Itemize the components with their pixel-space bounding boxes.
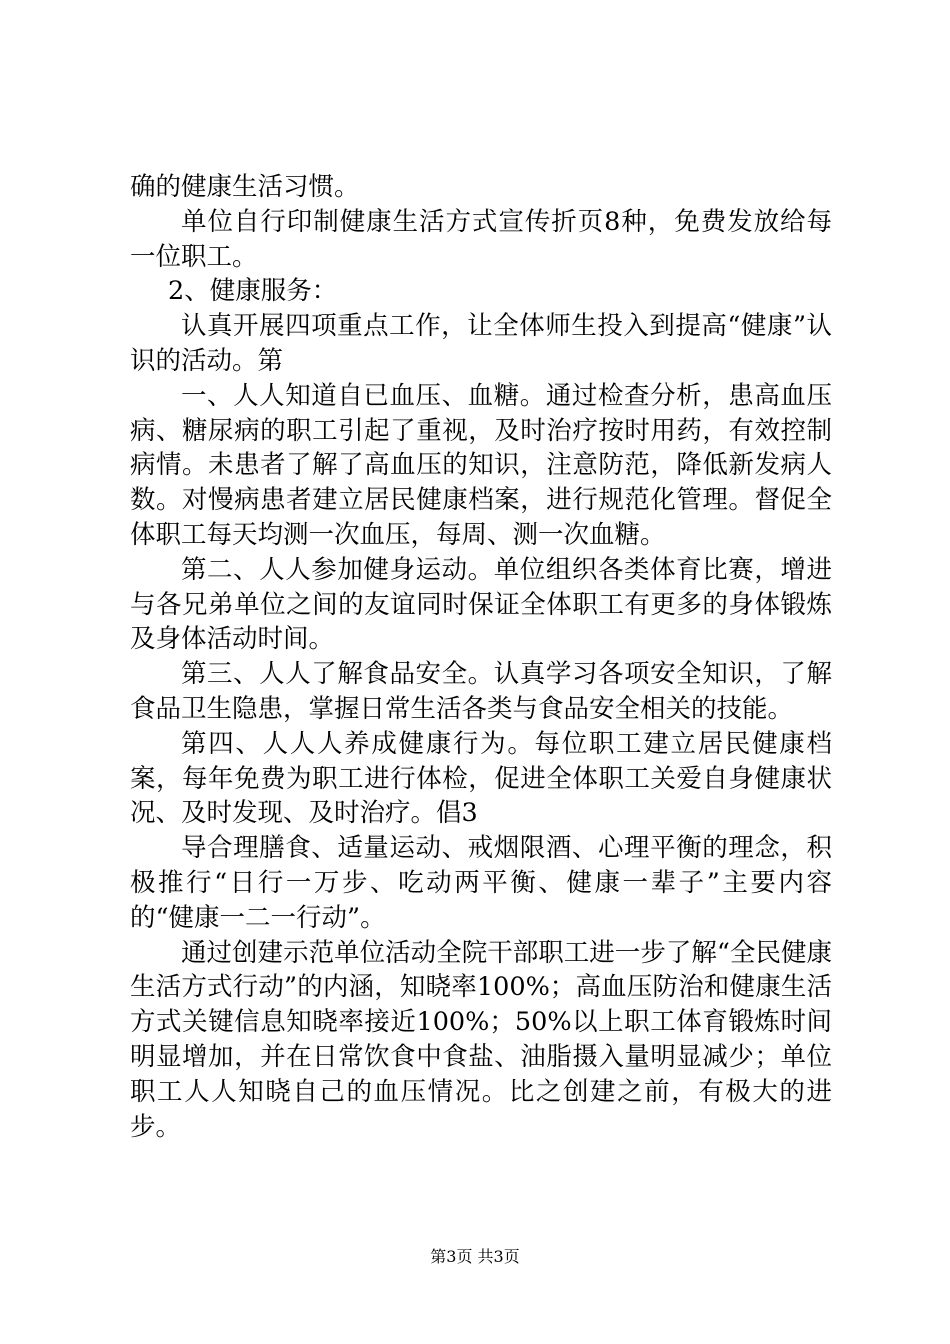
paragraph-second-fitness: 第二、人人参加健身运动。单位组织各类体育比赛，增进与各兄弟单位之间的友谊同时保证全体职工有更多的身体锻炼及身体活动时间。 (130, 554, 832, 655)
paragraph-fourth-health-behavior: 第四、人人人养成健康行为。每位职工建立居民健康档案，每年免费为职工进行体检，促进全体职工关爱自身健康状况、及时发现、及时治疗。倡3 (130, 728, 832, 829)
paragraph-first-blood-pressure: 一、人人知道自已血压、血糖。通过检查分析，患高血压病、糖尿病的职工引起了重视，及时治疗按时用药，有效控制病情。未患者了解了高血压的知识，注意防范，降低新发病人数。对慢病患者建立居民健康档案，进行规范化管理。督促全体职工每天均测一次血压，每周、测一次血糖。 (130, 380, 832, 550)
document-body (130, 170, 832, 1144)
page-footer: 第3页 共3页 (430, 1247, 520, 1266)
paragraph-brochure: 单位自行印制健康生活方式宣传折页8种，免费发放给每一位职工。 (130, 206, 832, 272)
paragraph-conclusion: 通过创建示范单位活动全院干部职工进一步了解“全民健康生活方式行动”的内涵，知晓率100%；高血压防治和健康生活方式关键信息知晓率接近100%；50%以上职工体育锻炼时间明显增加，并在日常饮食中食盐、油脂摄入量明显减少；单位职工人人知晓自己的血压情况。比之创建之前，有极大的进步。 (130, 937, 832, 1142)
paragraph-four-tasks: 认真开展四项重点工作，让全体师生投入到提高“健康”认识的活动。第 (130, 311, 832, 376)
paragraph-continuation: 确的健康生活习惯。 (130, 172, 360, 202)
paragraph-third-food-safety: 第三、人人了解食品安全。认真学习各项安全知识，了解食品卫生隐患，掌握日常生活各类与食品安全相关的技能。 (130, 659, 832, 724)
paragraph-diet-exercise: 导合理膳食、适量运动、戒烟限酒、心理平衡的理念，积极推行“日行一万步、吃动两平衡、健康一辈子”主要内容的“健康一二一行动”。 (130, 833, 832, 933)
section-heading-health-service: 2、健康服务： (168, 276, 338, 307)
